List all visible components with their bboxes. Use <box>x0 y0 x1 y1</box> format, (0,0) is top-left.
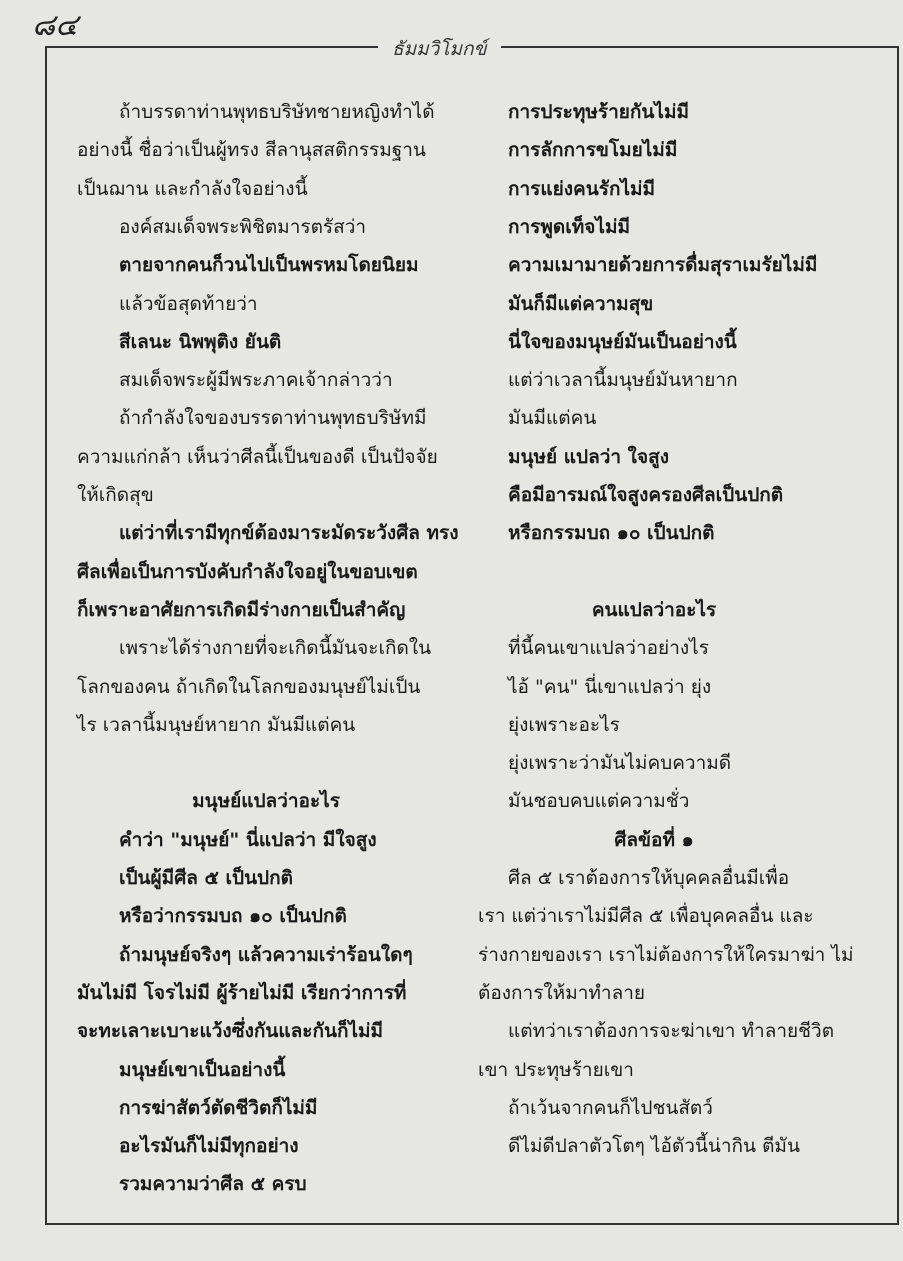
text-line: มันก็มีแต่ความสุข <box>508 292 654 315</box>
text-line: อย่างนี้ ชื่อว่าเป็นผู้ทรง สีลานุสสติกรรมฐาน <box>77 139 426 162</box>
text-line: เรา แต่ว่าเราไม่มีศีล ๕ เพื่อบุคคลอื่น และ <box>478 905 814 928</box>
text-line: อะไรมันก็ไม่มีทุกอย่าง <box>119 1135 299 1158</box>
text-line: ให้เกิดสุข <box>77 484 154 506</box>
text-line: ไร เวลานี้มนุษย์หายาก มันมีแต่คน <box>77 713 356 736</box>
text-line: การพูดเท็จไม่มี <box>508 215 630 238</box>
text-line: แต่ทว่าเราต้องการจะฆ่าเขา ทำลายชีวิต <box>508 1020 835 1043</box>
text-line: หรือว่ากรรมบถ ๑๐ เป็นปกติ <box>119 905 347 928</box>
text-line: ความเมามายด้วยการดื่มสุราเมรัยไม่มี <box>508 254 818 277</box>
section-heading: คนแปลว่าอะไร <box>591 598 717 621</box>
text-line: เป็นฌาน และกำลังใจอย่างนี้ <box>77 177 308 200</box>
text-line: มันชอบคบแต่ความชั่ว <box>508 790 690 813</box>
text-line: เป็นผู้มีศีล ๕ เป็นปกติ <box>119 867 293 889</box>
text-line: ความแก่กล้า เห็นว่าศีลนี้เป็นของดี เป็นปัจจัย <box>77 445 438 468</box>
page-number: ๘๔ <box>32 8 78 43</box>
section-heading: มนุษย์แปลว่าอะไร <box>192 790 340 813</box>
text-line: ดีไม่ดีปลาตัวโตๆ ไอ้ตัวนี้น่ากิน ตีมัน <box>508 1135 800 1158</box>
text-line: ที่นี้คนเขาแปลว่าอย่างไร <box>508 637 709 660</box>
text-line: ตายจากคนก็วนไปเป็นพรหมโดยนิยม <box>119 254 419 277</box>
text-line: การประทุษร้ายกันไม่มี <box>508 101 690 123</box>
text-line: มันไม่มี โจรไม่มี ผู้ร้ายไม่มี เรียกว่าการที่ <box>77 981 407 1004</box>
text-line: ร่างกายของเรา เราไม่ต้องการให้ใครมาฆ่า ไม่ <box>478 943 854 966</box>
running-title: ธัมมวิโมกข์ <box>378 34 501 64</box>
text-line: การลักการขโมยไม่มี <box>508 139 678 162</box>
text-line: แต่ว่าที่เรามีทุกข์ต้องมาระมัดระวังศีล ทรง <box>119 522 459 545</box>
text-line: มันมีแต่คน <box>508 407 597 430</box>
text-line: ถ้ามนุษย์จริงๆ แล้วความเร่าร้อนใดๆ <box>119 943 413 966</box>
text-line: ไอ้ "คน" นี่เขาแปลว่า ยุ่ง <box>508 675 712 698</box>
text-line: โลกของคน ถ้าเกิดในโลกของมนุษย์ไม่เป็น <box>77 675 421 698</box>
text-line: จะทะเลาะเบาะแว้งซึ่งกันและกันก็ไม่มี <box>77 1020 384 1043</box>
text-line: เขา ประทุษร้ายเขา <box>478 1058 634 1081</box>
text-line: ศีลเพื่อเป็นการบังคับกำลังใจอยู่ในขอบเขต <box>77 560 418 583</box>
text-line: นี่ใจของมนุษย์มันเป็นอย่างนี้ <box>508 330 737 353</box>
text-line: การแย่งคนรักไม่มี <box>508 177 656 200</box>
text-line: ถ้าบรรดาท่านพุทธบริษัทชายหญิงทำได้ <box>119 101 435 123</box>
text-line: ศีล ๕ เราต้องการให้บุคคลอื่นมีเพื่อ <box>508 867 790 889</box>
text-line: ยุ่งเพราะอะไร <box>508 713 620 736</box>
text-line: สมเด็จพระผู้มีพระภาคเจ้ากล่าวว่า <box>119 369 393 392</box>
text-line: ก็เพราะอาศัยการเกิดมีร่างกายเป็นสำคัญ <box>77 598 406 621</box>
text-line: ถ้ากำลังใจของบรรดาท่านพุทธบริษัทมี <box>119 407 427 430</box>
text-line: คือมีอารมณ์ใจสูงครองศีลเป็นปกติ <box>508 484 784 506</box>
text-line: เพราะได้ร่างกายที่จะเกิดนี้มันจะเกิดใน <box>119 637 432 660</box>
text-line: แล้วข้อสุดท้ายว่า <box>119 292 258 315</box>
section-heading: ศีลข้อที่ ๑ <box>614 828 694 851</box>
text-line: หรือกรรมบถ ๑๐ เป็นปกติ <box>508 522 715 545</box>
text-line: ถ้าเว้นจากคนก็ไปชนสัตว์ <box>508 1096 713 1119</box>
text-line: รวมความว่าศีล ๕ ครบ <box>119 1173 307 1196</box>
text-line: สีเลนะ นิพพุติง ยันติ <box>119 330 282 353</box>
text-line: มนุษย์ แปลว่า ใจสูง <box>508 445 669 468</box>
text-line: ยุ่งเพราะว่ามันไม่คบความดี <box>508 752 732 775</box>
text-line: แต่ว่าเวลานี้มนุษย์มันหายาก <box>508 369 738 392</box>
text-line: ต้องการให้มาทำลาย <box>478 981 646 1004</box>
text-line: องค์สมเด็จพระพิชิตมารตรัสว่า <box>119 215 367 238</box>
text-line: คำว่า "มนุษย์" นี่แปลว่า มีใจสูง <box>119 828 377 851</box>
text-line: การฆ่าสัตว์ตัดชีวิตก็ไม่มี <box>119 1096 318 1119</box>
text-line: มนุษย์เขาเป็นอย่างนี้ <box>119 1058 286 1081</box>
